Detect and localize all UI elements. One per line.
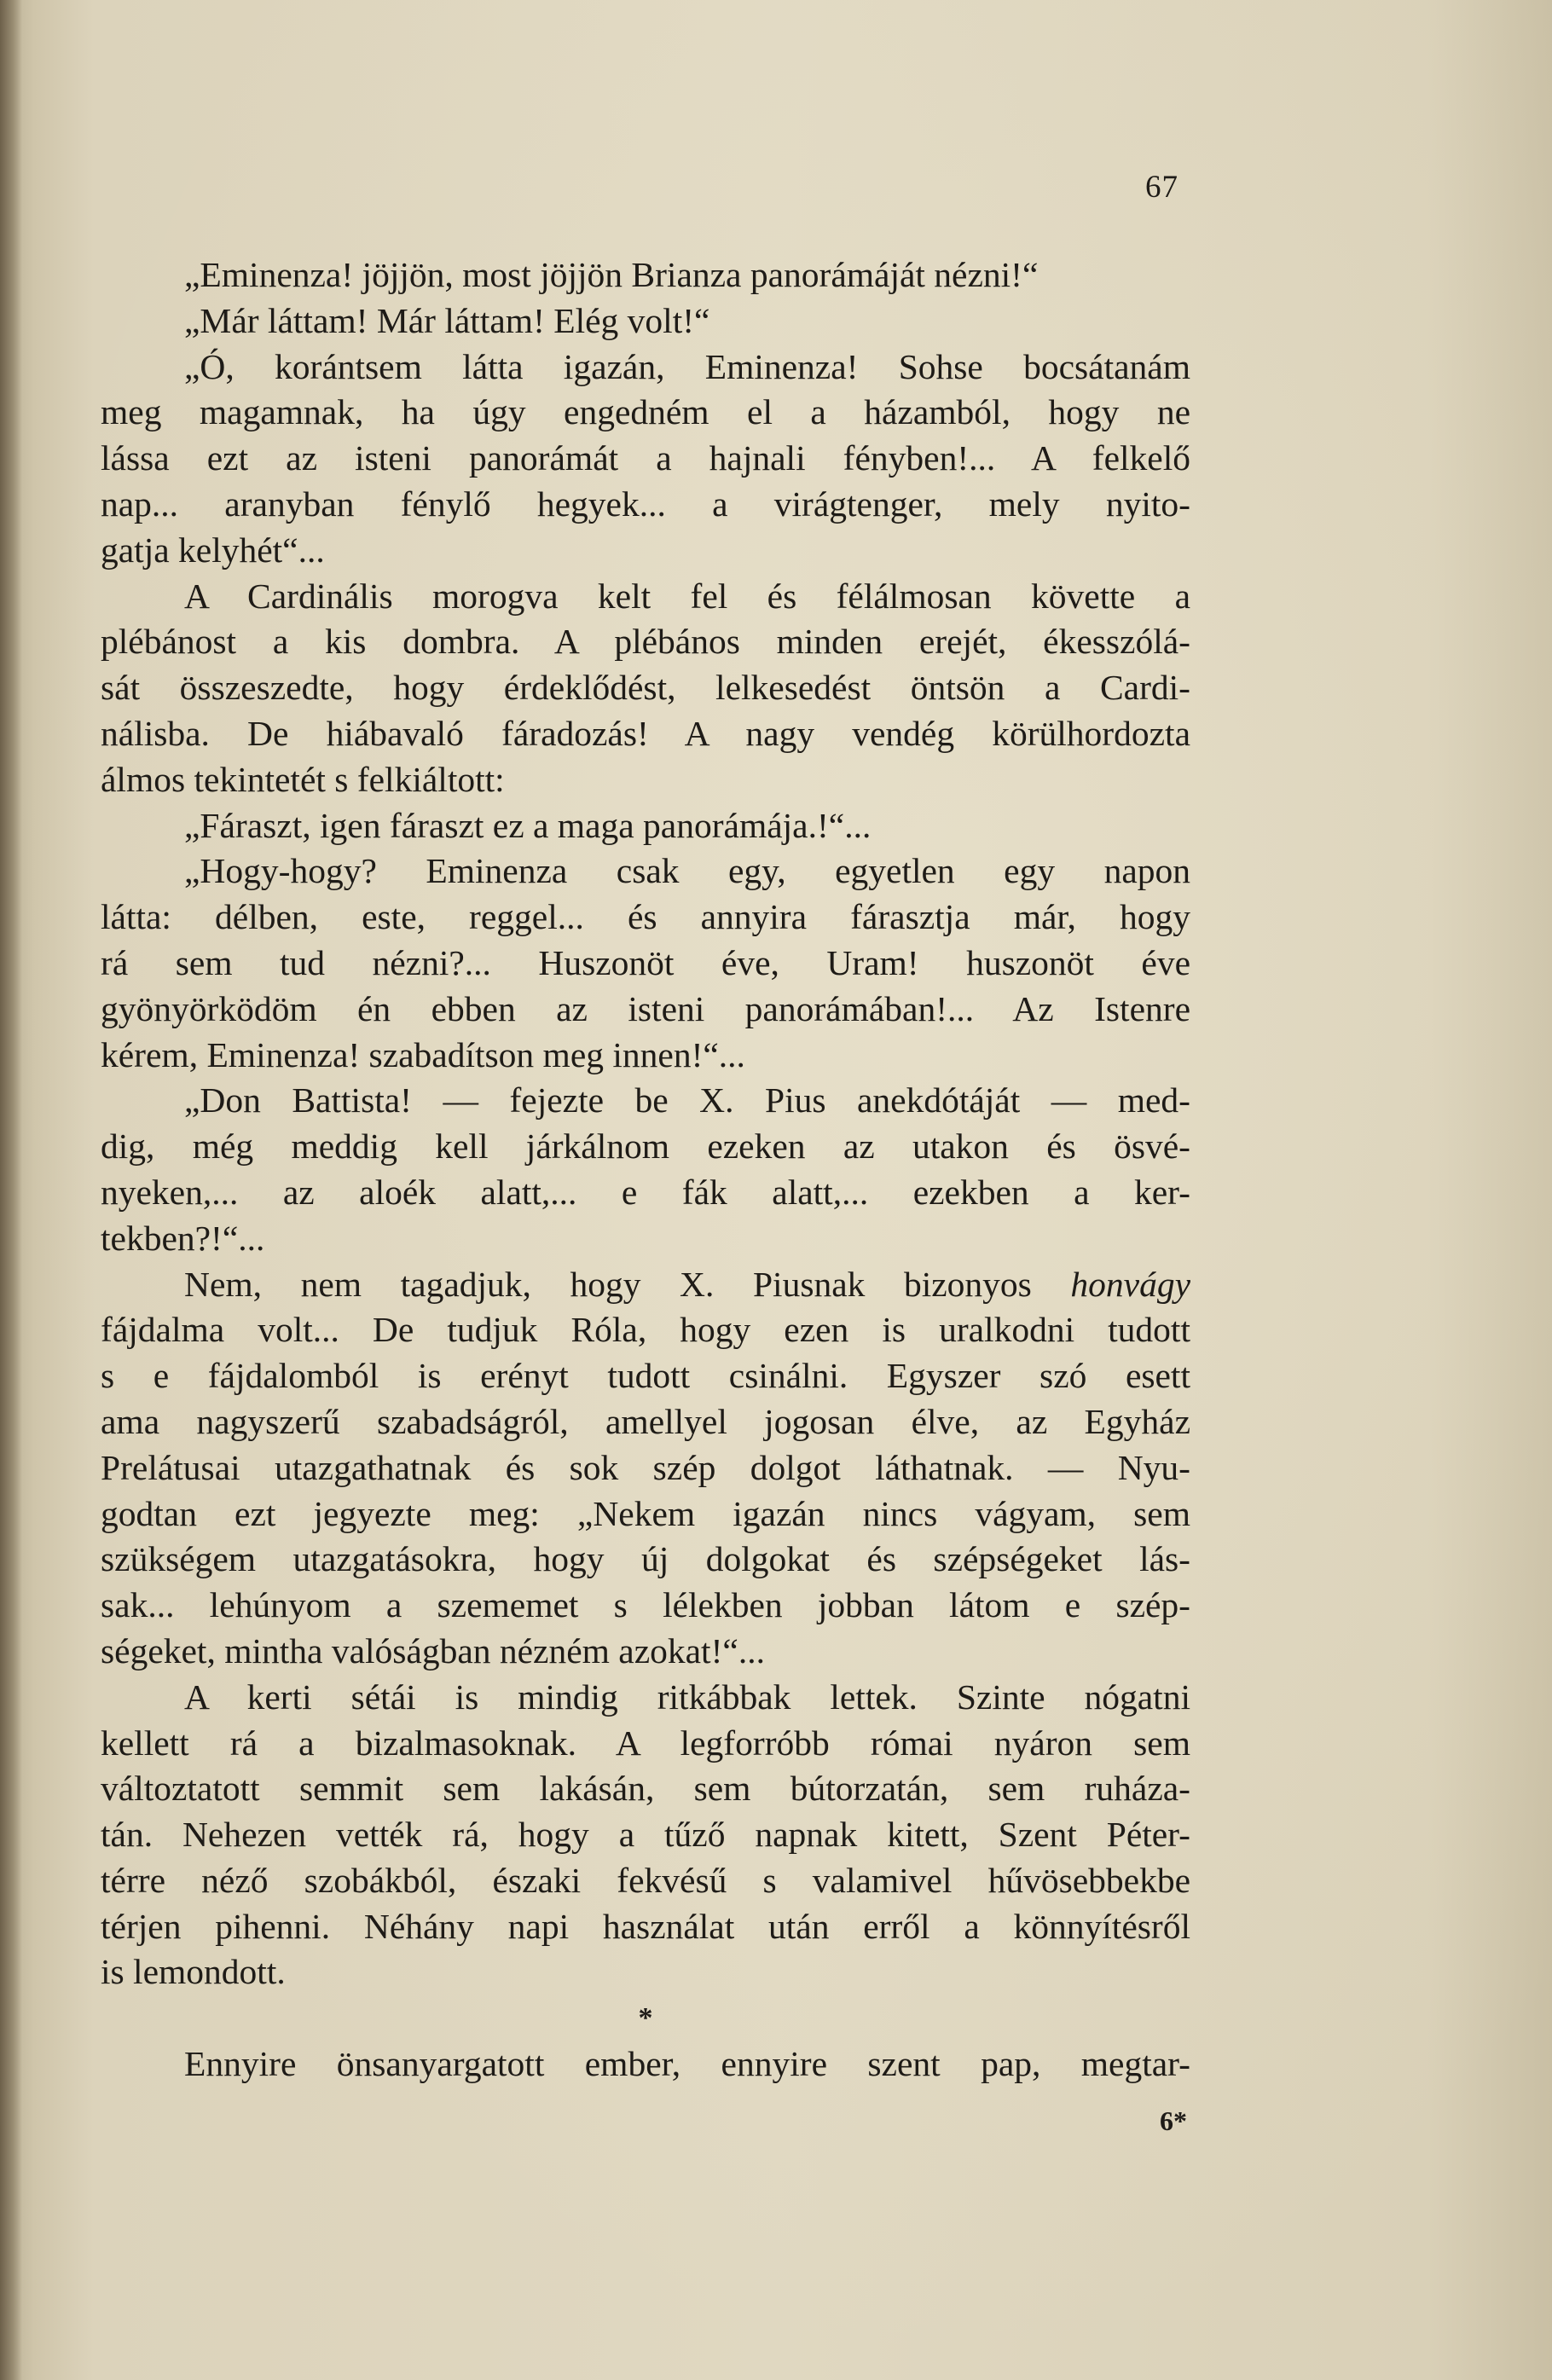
- text-line: meg magamnak, ha úgy engedném el a házamból, hogy ne: [101, 392, 1190, 432]
- text-line: kérem, Eminenza! szabadítson meg innen!“...: [101, 1034, 745, 1074]
- text-line: sak... lehúnyom a szememet s lélekben jobban látom e szép-: [101, 1585, 1190, 1625]
- text-line: tekben?!“...: [101, 1218, 265, 1258]
- text-line: ségeket, mintha valóságban nézném azokat!“...: [101, 1630, 765, 1671]
- section-separator-star: *: [638, 2002, 653, 2035]
- text-line: álmos tekintetét s felkiáltott:: [101, 759, 505, 799]
- text-line: nálisba. De hiábavaló fáradozás! A nagy vendég körülhordozta: [101, 713, 1190, 753]
- text-line: „Eminenza! jöjjön, most jöjjön Brianza panorámáját nézni!“: [184, 255, 1039, 294]
- text-line: „Fáraszt, igen fáraszt ez a maga panorámája.!“...: [184, 805, 872, 845]
- text-line: fájdalma volt... De tudjuk Róla, hogy ezen is uralkodni tudott: [101, 1310, 1190, 1350]
- text-line: nap... aranyban fénylő hegyek... a virágtenger, mely nyito-: [101, 484, 1190, 524]
- text-line: A kerti sétái is mindig ritkábbak lettek. Szinte nógatni: [184, 1676, 1190, 1717]
- text-line: godtan ezt jegyezte meg: „Nekem igazán nincs vágyam, sem: [101, 1493, 1190, 1533]
- text-line: rá sem tud nézni?... Huszonöt éve, Uram! huszonöt éve: [101, 942, 1190, 982]
- text-line: gyönyörködöm én ebben az isteni panorámában!... Az Istenre: [101, 988, 1190, 1028]
- signature-mark: 6*: [1160, 2105, 1187, 2136]
- text-line: „Ó, korántsem látta igazán, Eminenza! Sohse bocsátanám: [184, 346, 1190, 386]
- text-line: térre néző szobákból, északi fekvésű s valamivel hűvösebbekbe: [101, 1860, 1190, 1900]
- binding-shadow: [0, 0, 22, 2380]
- text-line: is lemondott.: [101, 1952, 286, 1992]
- text-line: Ennyire önsanyargatott ember, ennyire szent pap, megtar-: [184, 2044, 1190, 2084]
- text-line: tán. Nehezen vették rá, hogy a tűző napnak kitett, Szent Péter-: [101, 1815, 1190, 1855]
- text-line: „Hogy-hogy? Eminenza csak egy, egyetlen egy napon: [184, 851, 1190, 891]
- text-line: Prelátusai utazgathatnak és sok szép dolgot láthatnak. — Nyu-: [101, 1447, 1190, 1487]
- page-number: 67: [1145, 170, 1178, 205]
- text-line: A Cardinális morogva kelt fel és félálmosan követte a: [184, 576, 1190, 616]
- text-line: „Don Battista! — fejezte be X. Pius anekdótáját — med-: [184, 1080, 1190, 1121]
- text-line: szükségem utazgatásokra, hogy új dolgokat és szépségeket lás-: [101, 1539, 1190, 1579]
- text-line: ama nagyszerű szabadságról, amellyel jogosan élve, az Egyház: [101, 1401, 1190, 1441]
- text-line: plébánost a kis dombra. A plébános minden erejét, ékesszólá-: [101, 622, 1190, 662]
- text-line: kellett rá a bizalmasoknak. A legforróbb római nyáron sem: [101, 1723, 1190, 1763]
- text-line: s e fájdalomból is erényt tudott csinálni. Egyszer szó esett: [101, 1356, 1190, 1396]
- text-line: dig, még meddig kell járkálnom ezeken az utakon és ösvé-: [101, 1126, 1190, 1167]
- text-line: látta: délben, este, reggel... és annyira fárasztja már, hogy: [101, 897, 1190, 937]
- text-line: térjen pihenni. Néhány napi használat után erről a könnyítésről: [101, 1906, 1190, 1946]
- text-line: nyeken,... az aloék alatt,... e fák alatt,... ezekben a ker-: [101, 1172, 1190, 1212]
- text-line: sát összeszedte, hogy érdeklődést, lelkesedést öntsön a Cardi-: [101, 668, 1190, 708]
- text-line: Nem, nem tagadjuk, hogy X. Piusnak bizonyos honvágy: [184, 1264, 1190, 1304]
- text-line: változtatott semmit sem lakásán, sem bútorzatán, sem ruháza-: [101, 1769, 1190, 1809]
- emphasized-word: honvágy: [1070, 1264, 1190, 1304]
- text-line: „Már láttam! Már láttam! Elég volt!“: [184, 300, 710, 340]
- body-text: [101, 252, 1190, 2088]
- text-line: lássa ezt az isteni panorámát a hajnali fényben!... A felkelő: [101, 438, 1190, 478]
- text-line: gatja kelyhét“...: [101, 530, 325, 570]
